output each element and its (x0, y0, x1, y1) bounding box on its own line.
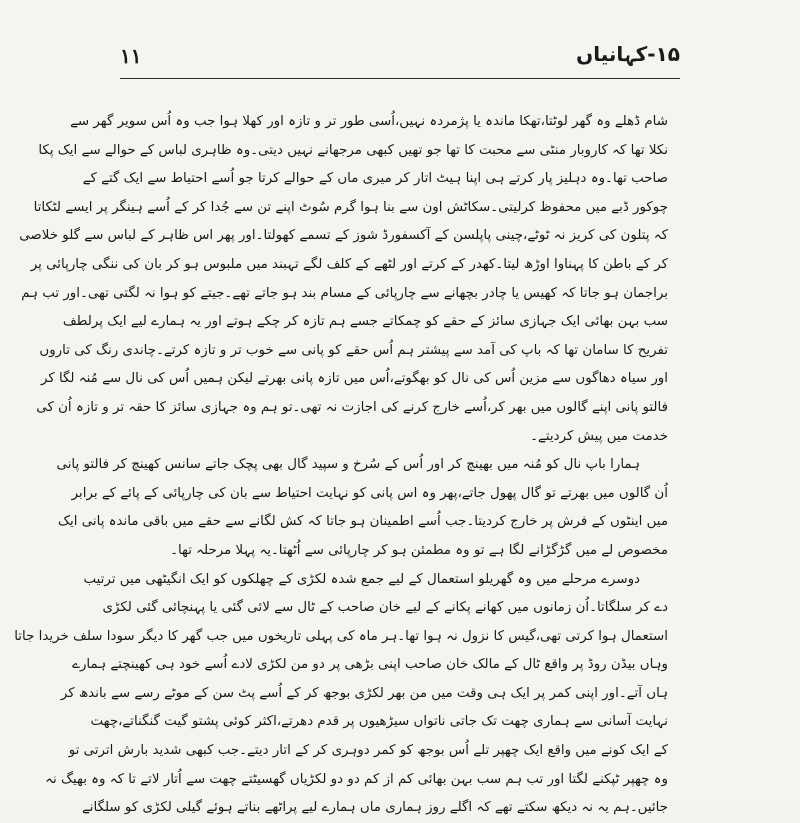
running-head (120, 42, 680, 79)
text-line: چوکور ڈبے میں محفوظ کرلیتی۔سکاٹش اون سے بنا ہوا گرم سُوٹ اپنے تن سے جُدا کر کے اُسے ہینگر پر ایسے لٹکاتا (33, 199, 668, 215)
text-line: میں اینٹوں کے فرش پر خارج کردیتا۔جب اُسے اطمینان ہو جاتا کہ کش لگانے سے حقے میں باقی ماندہ پانی ایک (58, 514, 668, 530)
text-line: خدمت میں پیش کردیتے۔ (530, 428, 668, 444)
text-line: اُن گالوں میں بھرتے تو گال پھول جاتے،پھر وہ اس پانی کو نہایت احتیاط سے بان کی چارپائی کے پائے کے برابر (71, 485, 668, 501)
text-line: کے ایک کونے میں واقع ایک چھپر تلے اُس بوجھ کو کمر دوہری کر کے اتار دیتے۔جب کبھی شدید بارش اترتی تو (68, 743, 668, 759)
text-line: شام ڈھلے وہ گھر لوٹتا،تھکا ماندہ یا پژمردہ نہیں،اُسی طور تر و تازہ اور کھلا ہوا جب وہ اُس سویر گھر سے (70, 114, 668, 129)
text-line: کر کے باطن کا پہناوا اوڑھ لیتا۔کھدر کے کرتے اور لٹھے کے کلف لگے تہبند میں ملبوس ہو کر بان کی ننگی چارپائی پر (30, 256, 668, 272)
text-line: اور سیاہ دھاگوں سے مزین اُس کی نال کو بھگوتے،اُس میں تازہ پانی بھرتے لیکن ہمیں اُس کی نال سے مُنہ لگا کر (40, 371, 668, 387)
text-line: جائیں۔ہم یہ نہ دیکھ سکتے تھے کہ اگلے روز ہماری ماں ہمارے لیے پراٹھے بناتے ہوئے گیلی لکڑی کو سلگانے (81, 800, 668, 816)
text-line: دے کر سلگاتا۔اُن زمانوں میں کھانے پکانے کے لیے خان صاحب کے ٹال سے لائی گئی یا پہنچائی گئی لکڑی (102, 600, 668, 616)
text-line: سب بہن بھائی ایک جہازی سائز کے حقے کو چمکاتے جسے ہم تازہ کر چکے ہوتے اور یہ ہمارے لیے ایک پرلطف (62, 314, 668, 330)
paragraph-3 (14, 566, 668, 823)
body-text (14, 108, 668, 823)
text-line: براجمان ہو جاتا کہ کھیس یا چادر بچھانے سے چارپائی کے مسام بند ہو جاتے تھے۔جیتے کو ہوا نہ لگتی تھی۔اور تب ہم (21, 285, 668, 301)
text-line: ہمارا باپ نال کو مُنہ میں بھینچ کر اور اُس کے سُرخ و سپید گال بھی پچک جاتے سانس کھینچ کر فالتو پانی (56, 457, 640, 473)
text-line: صاحب تھا۔وہ دہلیز پار کرتے ہی اپنا ہیٹ اتار کر میری ماں کے حوالے کرتا جو اُسے احتیاط سے ایک گتے کے (82, 171, 668, 187)
text-line: مخصوص لے میں گڑگڑانے لگا ہے تو وہ مطمئن ہو کر چارپائی سے اُٹھتا۔یہ پہلا مرحلہ تھا۔ (170, 542, 668, 558)
book-title: ۱۵-کہانیاں (576, 42, 680, 66)
text-line: نہایت آسانی سے ہماری چھت تک جاتی ناتواں سیڑھیوں پر قدم دھرتے،اکثر کوئی پشتو گیت گنگناتے،چھت (90, 714, 668, 730)
text-line: کہ پتلون کی کریز نہ ٹوٹے،چینی پاپلسن کے آکسفورڈ شوز کے تسمے کھولتا۔اور پھر اس ظاہر کے لباس سے گلو خلاصی (19, 228, 668, 244)
text-line: تفریح کا سامان تھا کہ باپ کی آمد سے پیشتر ہم اُس حقے کو پانی سے خوب تر و تازہ کرتے۔چاندی رنگ کی تاروں (39, 342, 668, 358)
paragraph-2 (56, 451, 668, 565)
text-line: فالتو پانی اپنے گالوں میں بھر کر،اُسے خارج کرنے کی اجازت نہ تھی۔تو ہم وہ جہازی سائز کا حقہ تر و تازہ اُن کی (36, 399, 668, 415)
text-line: نکلا تھا کہ کاروبار منٹی سے محبت کا تھا جو تھیں کبھی مرجھانے نہیں دیتی۔وہ ظاہری لباس کے حوالے سے ایک پکا (38, 142, 668, 158)
text-line: وہ چھپر ٹپکنے لگتا اور تب ہم سب بہن بھائی کم از کم دو دو لکڑیاں گھسیٹتے چھت سے اُتار لاتے تا کہ وہ بھیگ نہ (45, 771, 668, 787)
paragraph-1 (19, 108, 668, 451)
text-line: وہاں بیڈن روڈ پر واقع ٹال کے مالک خان صاحب اپنی بڑھی پر دو من لکڑی لادے اُسے خود ہی کھینچتے ہمارے (72, 657, 668, 673)
text-line: استعمال ہوا کرتی تھی،گیس کا نزول نہ ہوا تھا۔ہر ماہ کی پہلی تاریخوں میں جب گھر کا دیگر سودا سلف خریدا جاتا (14, 628, 668, 644)
page-number: ۱۱ (120, 44, 142, 68)
text-line: دوسرے مرحلے میں وہ گھریلو استعمال کے لیے جمع شدہ لکڑی کے چھلکوں کو ایک انگیٹھی میں ترتیب (83, 571, 640, 587)
text-line: ہاں آتے۔اور اپنی کمر پر ایک ہی وقت میں من بھر لکڑی بوجھ کر کے اُسے پٹ سن کے موٹے رسے سے باندھ کر (60, 685, 668, 701)
